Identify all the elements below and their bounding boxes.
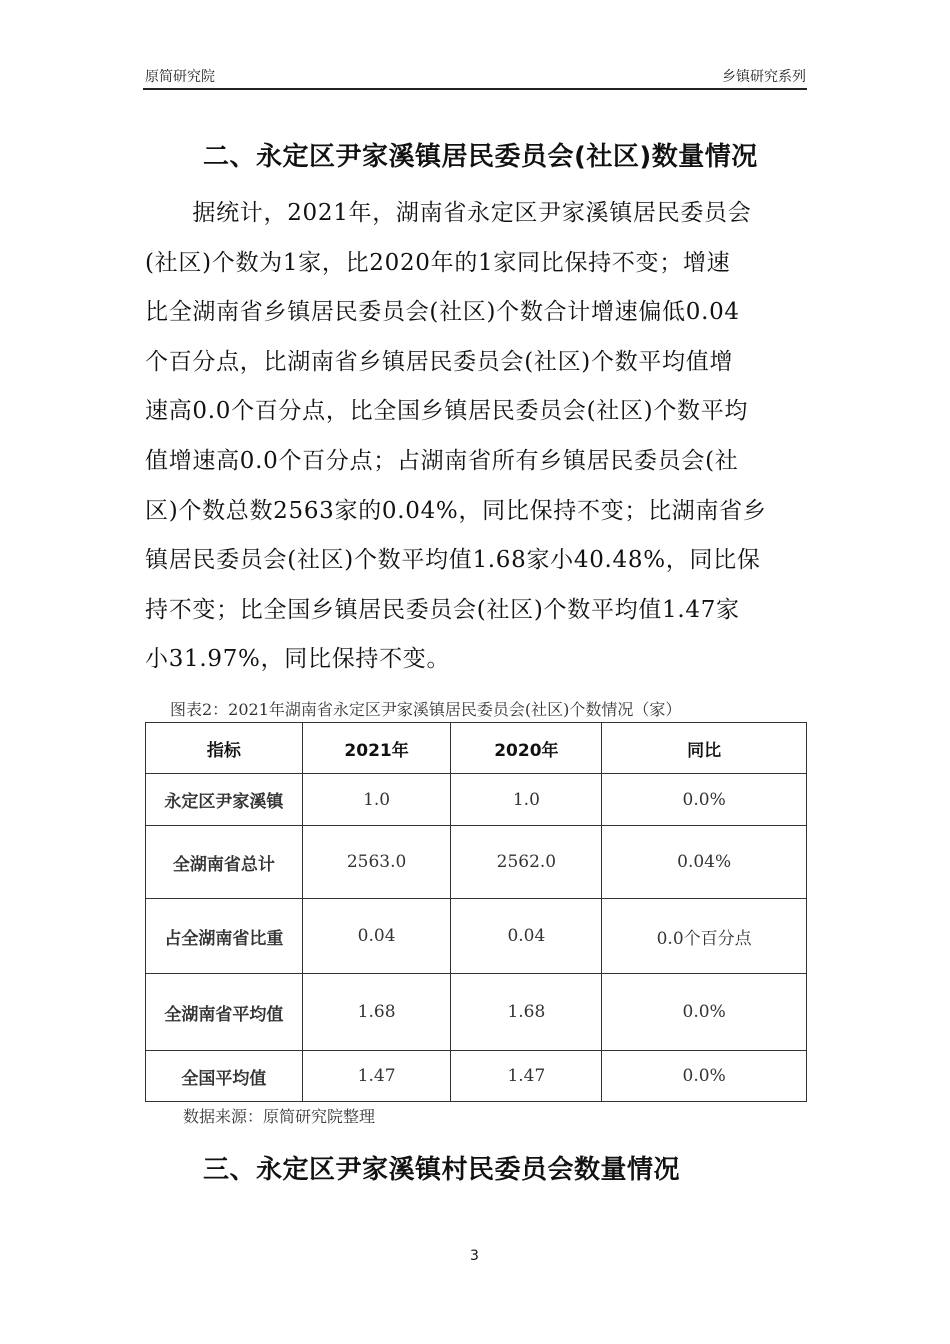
paragraph-line: 镇居民委员会(社区)个数平均值1.68家小40.48%，同比保 (145, 547, 761, 574)
table-row (146, 826, 807, 899)
cell: 0.04 (451, 899, 602, 974)
header-right: 乡镇研究系列 (722, 69, 806, 85)
row-label: 永定区尹家溪镇 (146, 774, 303, 826)
column-header: 指标 (146, 723, 303, 774)
column-header: 2021年 (302, 723, 451, 774)
header-left: 原简研究院 (145, 69, 215, 85)
paragraph-line: 小31.97%，同比保持不变。 (145, 646, 451, 673)
section-heading: 三、永定区尹家溪镇村民委员会数量情况 (203, 1155, 681, 1185)
cell: 1.68 (451, 974, 602, 1051)
row-label: 占全湖南省比重 (146, 899, 303, 974)
paragraph-line: 持不变；比全国乡镇居民委员会(社区)个数平均值1.47家 (145, 596, 740, 623)
cell: 2562.0 (451, 826, 602, 899)
table-row (146, 974, 807, 1051)
table-row (146, 899, 807, 974)
row-label: 全湖南省平均值 (146, 974, 303, 1051)
column-header: 2020年 (451, 723, 602, 774)
cell: 1.0 (451, 774, 602, 826)
cell: 0.04% (602, 826, 807, 899)
table-row (146, 1051, 807, 1102)
row-label: 全国平均值 (146, 1051, 303, 1102)
paragraph-line: 值增速高0.0个百分点；占湖南省所有乡镇居民委员会(社 (145, 447, 739, 474)
column-header: 同比 (602, 723, 807, 774)
cell: 0.0个百分点 (602, 899, 807, 974)
row-label: 全湖南省总计 (146, 826, 303, 899)
table-row (146, 774, 807, 826)
paragraph-line: 个百分点，比湖南省乡镇居民委员会(社区)个数平均值增 (145, 348, 734, 375)
cell: 0.0% (602, 774, 807, 826)
cell: 1.68 (302, 974, 451, 1051)
cell: 0.0% (602, 1051, 807, 1102)
table-caption: 图表2：2021年湖南省永定区尹家溪镇居民委员会(社区)个数情况（家） (170, 700, 682, 719)
cell: 1.47 (451, 1051, 602, 1102)
paragraph-line: (社区)个数为1家，比2020年的1家同比保持不变；增速 (145, 249, 731, 276)
cell: 2563.0 (302, 826, 451, 899)
header-divider (143, 88, 807, 90)
table-header-row (146, 723, 807, 774)
cell: 1.0 (302, 774, 451, 826)
table-source-note: 数据来源：原简研究院整理 (183, 1107, 376, 1126)
paragraph-line: 速高0.0个百分点，比全国乡镇居民委员会(社区)个数平均 (145, 398, 749, 425)
cell: 0.04 (302, 899, 451, 974)
cell: 1.47 (302, 1051, 451, 1102)
paragraph-line: 区)个数总数2563家的0.04%，同比保持不变；比湖南省乡 (145, 497, 767, 524)
paragraph-line: 比全湖南省乡镇居民委员会(社区)个数合计增速偏低0.04 (145, 299, 740, 326)
body-paragraph (145, 196, 810, 692)
cell: 0.0% (602, 974, 807, 1051)
section-heading: 二、永定区尹家溪镇居民委员会(社区)数量情况 (203, 142, 758, 172)
data-table (145, 722, 807, 1102)
paragraph-line: 据统计，2021年，湖南省永定区尹家溪镇居民委员会 (145, 200, 752, 226)
page-number: 3 (470, 1248, 479, 1264)
